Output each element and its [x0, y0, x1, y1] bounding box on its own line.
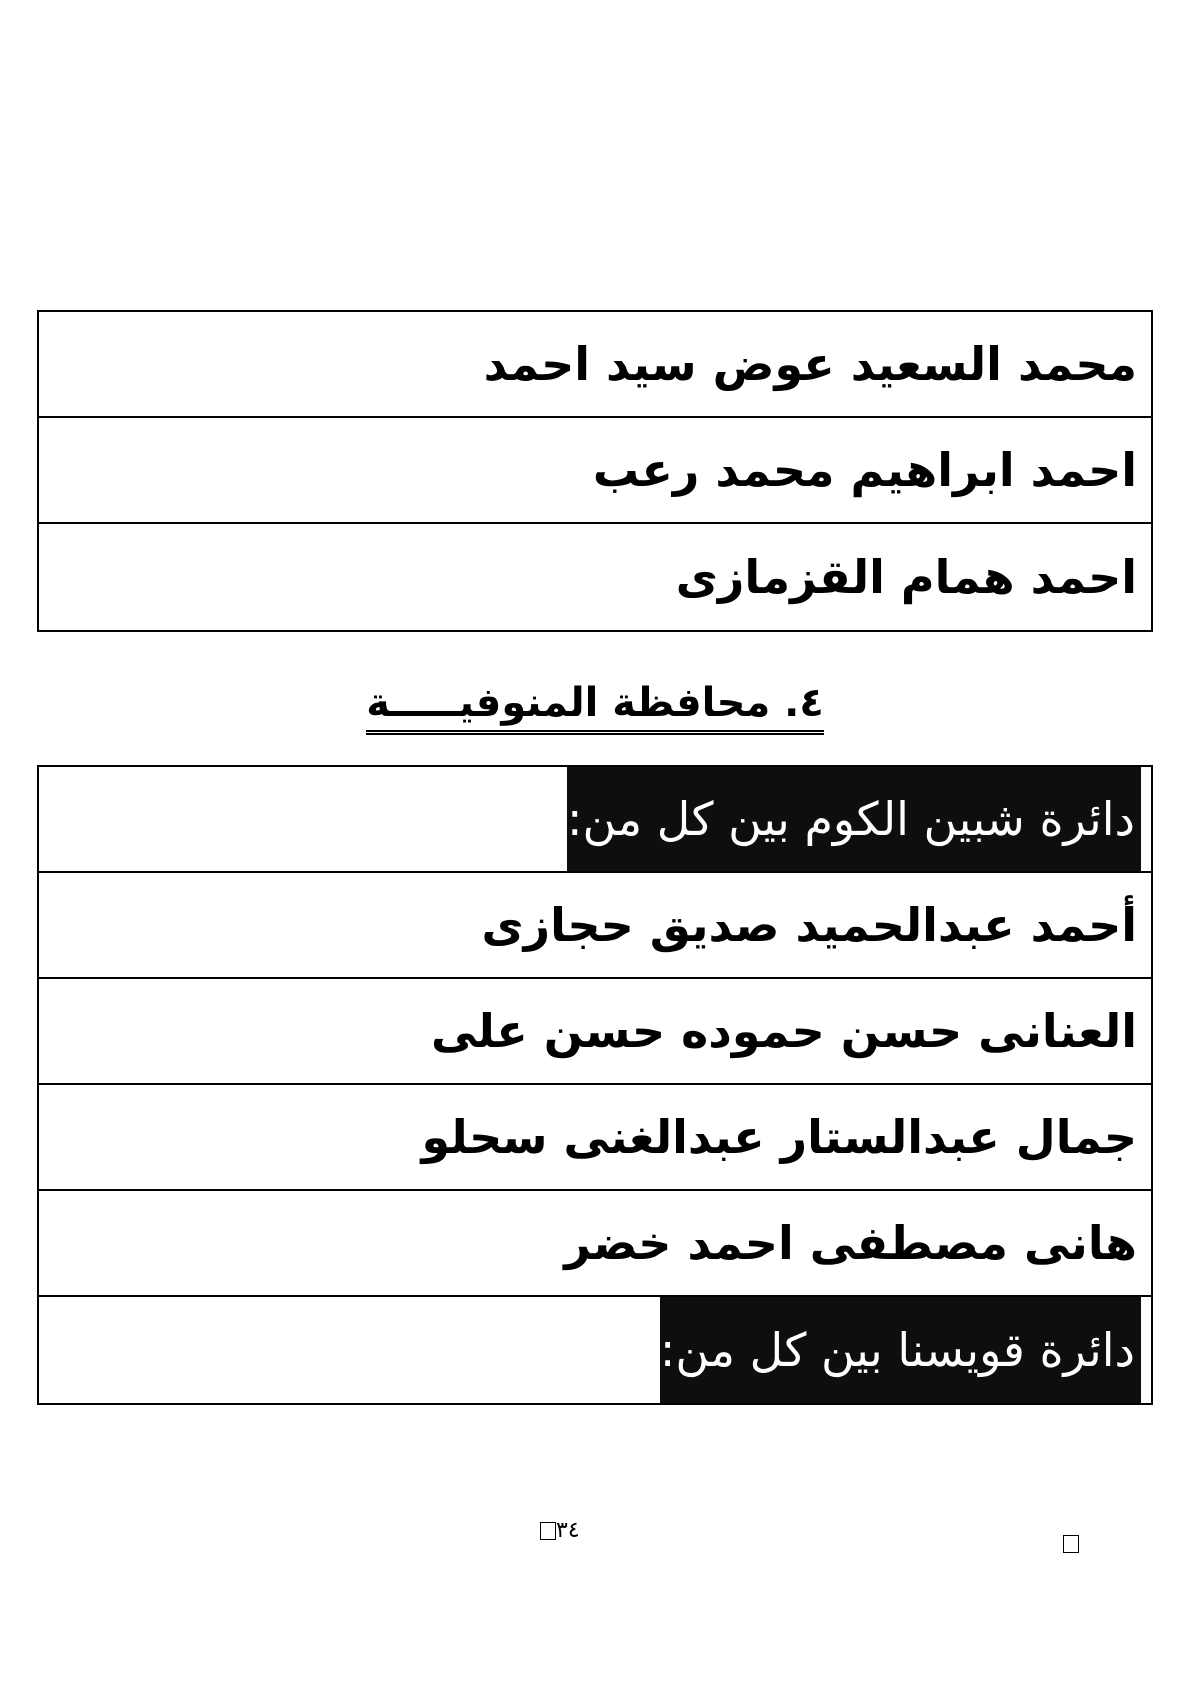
names-table-2 — [37, 765, 1153, 1405]
names-table-1 — [37, 310, 1153, 632]
district-header-row — [39, 1297, 1151, 1403]
table-row — [39, 418, 1151, 524]
table-row — [39, 1085, 1151, 1191]
table-row — [39, 312, 1151, 418]
table-row — [39, 873, 1151, 979]
name-text: احمد همام القزمازى — [675, 550, 1137, 604]
name-text: العنانى حسن حموده حسن على — [431, 1004, 1137, 1058]
district-header-text: دائرة شبين الكوم بين كل من: — [567, 767, 1141, 871]
name-text: هانى مصطفى احمد خضر — [564, 1216, 1137, 1270]
name-text: جمال عبدالستار عبدالغنى سحلو — [421, 1110, 1137, 1164]
square-glyph-icon — [1063, 1535, 1079, 1553]
district-header-text: دائرة قويسنا بين كل من: — [660, 1297, 1141, 1403]
page-number-text: ٣٤ — [556, 1518, 580, 1543]
district-header-row — [39, 767, 1151, 873]
section-heading-text: ٤. محافظة المنوفيـــــة — [366, 680, 824, 735]
page-number — [540, 1518, 580, 1543]
square-glyph-icon — [540, 1522, 556, 1540]
table-row — [39, 524, 1151, 630]
name-text: محمد السعيد عوض سيد احمد — [483, 337, 1137, 391]
section-heading — [0, 680, 1190, 735]
table-row — [39, 979, 1151, 1085]
table-row — [39, 1191, 1151, 1297]
name-text: أحمد عبدالحميد صديق حجازى — [481, 898, 1137, 952]
name-text: احمد ابراهيم محمد رعب — [592, 443, 1137, 497]
